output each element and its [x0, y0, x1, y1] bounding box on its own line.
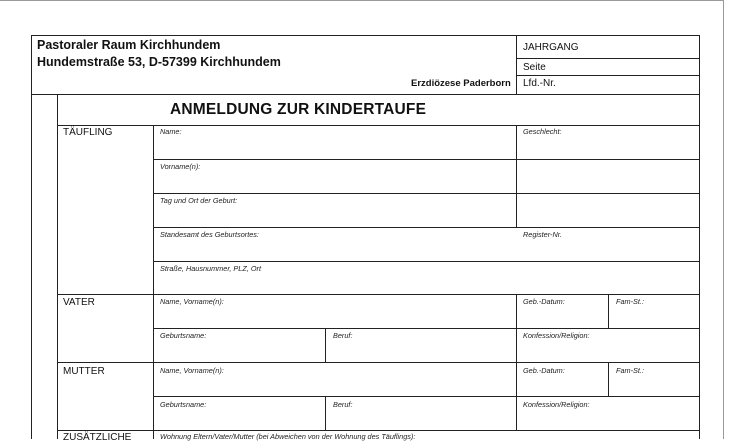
taeufling-bottom-border: [57, 294, 700, 295]
vater-name-field[interactable]: Name, Vorname(n):: [160, 297, 224, 306]
vater-geburtsname-field[interactable]: Geburtsname:: [160, 331, 207, 340]
label-column-border: [153, 125, 154, 439]
header-bottom-border: [31, 94, 700, 95]
form-title: ANMELDUNG ZUR KINDERTAUFE: [170, 101, 427, 118]
jahrgang-field[interactable]: JAHRGANG: [523, 42, 579, 53]
taeufling-row-2: [153, 193, 700, 194]
header-top-border: [31, 35, 700, 36]
seite-field[interactable]: Seite: [523, 62, 546, 73]
taeufling-row-4: [153, 261, 700, 262]
name-field[interactable]: Name:: [160, 127, 182, 136]
mutter-fam-st-field[interactable]: Fam-St.:: [616, 366, 644, 375]
section-label-vater: VATER: [63, 297, 95, 308]
standesamt-field[interactable]: Standesamt des Geburtsortes:: [160, 230, 259, 239]
header-meta-line-2: [516, 75, 700, 76]
mutter-famst-divider: [608, 362, 609, 397]
taeufling-row-3: [153, 227, 700, 228]
section-label-taeufling: TÄUFLING: [63, 127, 113, 138]
geburt-field[interactable]: Tag und Ort der Geburt:: [160, 196, 238, 205]
wohnung-field[interactable]: Wohnung Eltern/Vater/Mutter (bei Abweichen von der Wohnung des Täuflings):: [160, 432, 416, 441]
form-left-border: [31, 94, 32, 439]
section-label-mutter: MUTTER: [63, 366, 105, 377]
vater-beruf-field[interactable]: Beruf:: [333, 331, 353, 340]
vater-geb-datum-field[interactable]: Geb.-Datum:: [523, 297, 565, 306]
mutter-row-1: [153, 396, 700, 397]
vater-famst-divider: [608, 294, 609, 329]
form-right-border: [699, 35, 700, 439]
title-bottom-border: [57, 125, 700, 126]
mutter-name-field[interactable]: Name, Vorname(n):: [160, 366, 224, 375]
header-divider: [516, 35, 517, 95]
form-inner-border: [57, 94, 58, 439]
vater-bottom-border: [57, 362, 700, 363]
header-left-border: [31, 35, 32, 95]
mutter-geb-datum-field[interactable]: Geb.-Datum:: [523, 366, 565, 375]
section-label-zusaetzliche: ZUSÄTZLICHE: [63, 432, 132, 443]
vater-fam-st-field[interactable]: Fam-St.:: [616, 297, 644, 306]
org-address: Hundemstraße 53, D-57399 Kirchhundem: [37, 55, 281, 69]
mutter-beruf-divider: [325, 396, 326, 431]
register-nr-field[interactable]: Register-Nr.: [523, 230, 562, 239]
vater-beruf-divider: [325, 328, 326, 363]
mutter-konfession-field[interactable]: Konfession/Religion:: [523, 400, 590, 409]
page-edge-top: [0, 0, 724, 1]
mutter-geburtsname-field[interactable]: Geburtsname:: [160, 400, 207, 409]
org-name: Pastoraler Raum Kirchhundem: [37, 38, 221, 52]
mutter-bottom-border: [57, 430, 700, 431]
vater-row-1: [153, 328, 700, 329]
strasse-field[interactable]: Straße, Hausnummer, PLZ, Ort: [160, 264, 261, 273]
header-meta-line-1: [516, 58, 700, 59]
geschlecht-field[interactable]: Geschlecht:: [523, 127, 562, 136]
vater-konfession-field[interactable]: Konfession/Religion:: [523, 331, 590, 340]
taeufling-row-1: [153, 159, 700, 160]
diocese-name: Erzdiözese Paderborn: [411, 78, 511, 89]
page-edge-right: [723, 0, 724, 439]
lfd-nr-field[interactable]: Lfd.-Nr.: [523, 78, 556, 89]
taeufling-col-divider: [516, 125, 517, 228]
vornamen-field[interactable]: Vorname(n):: [160, 162, 201, 171]
mutter-beruf-field[interactable]: Beruf:: [333, 400, 353, 409]
